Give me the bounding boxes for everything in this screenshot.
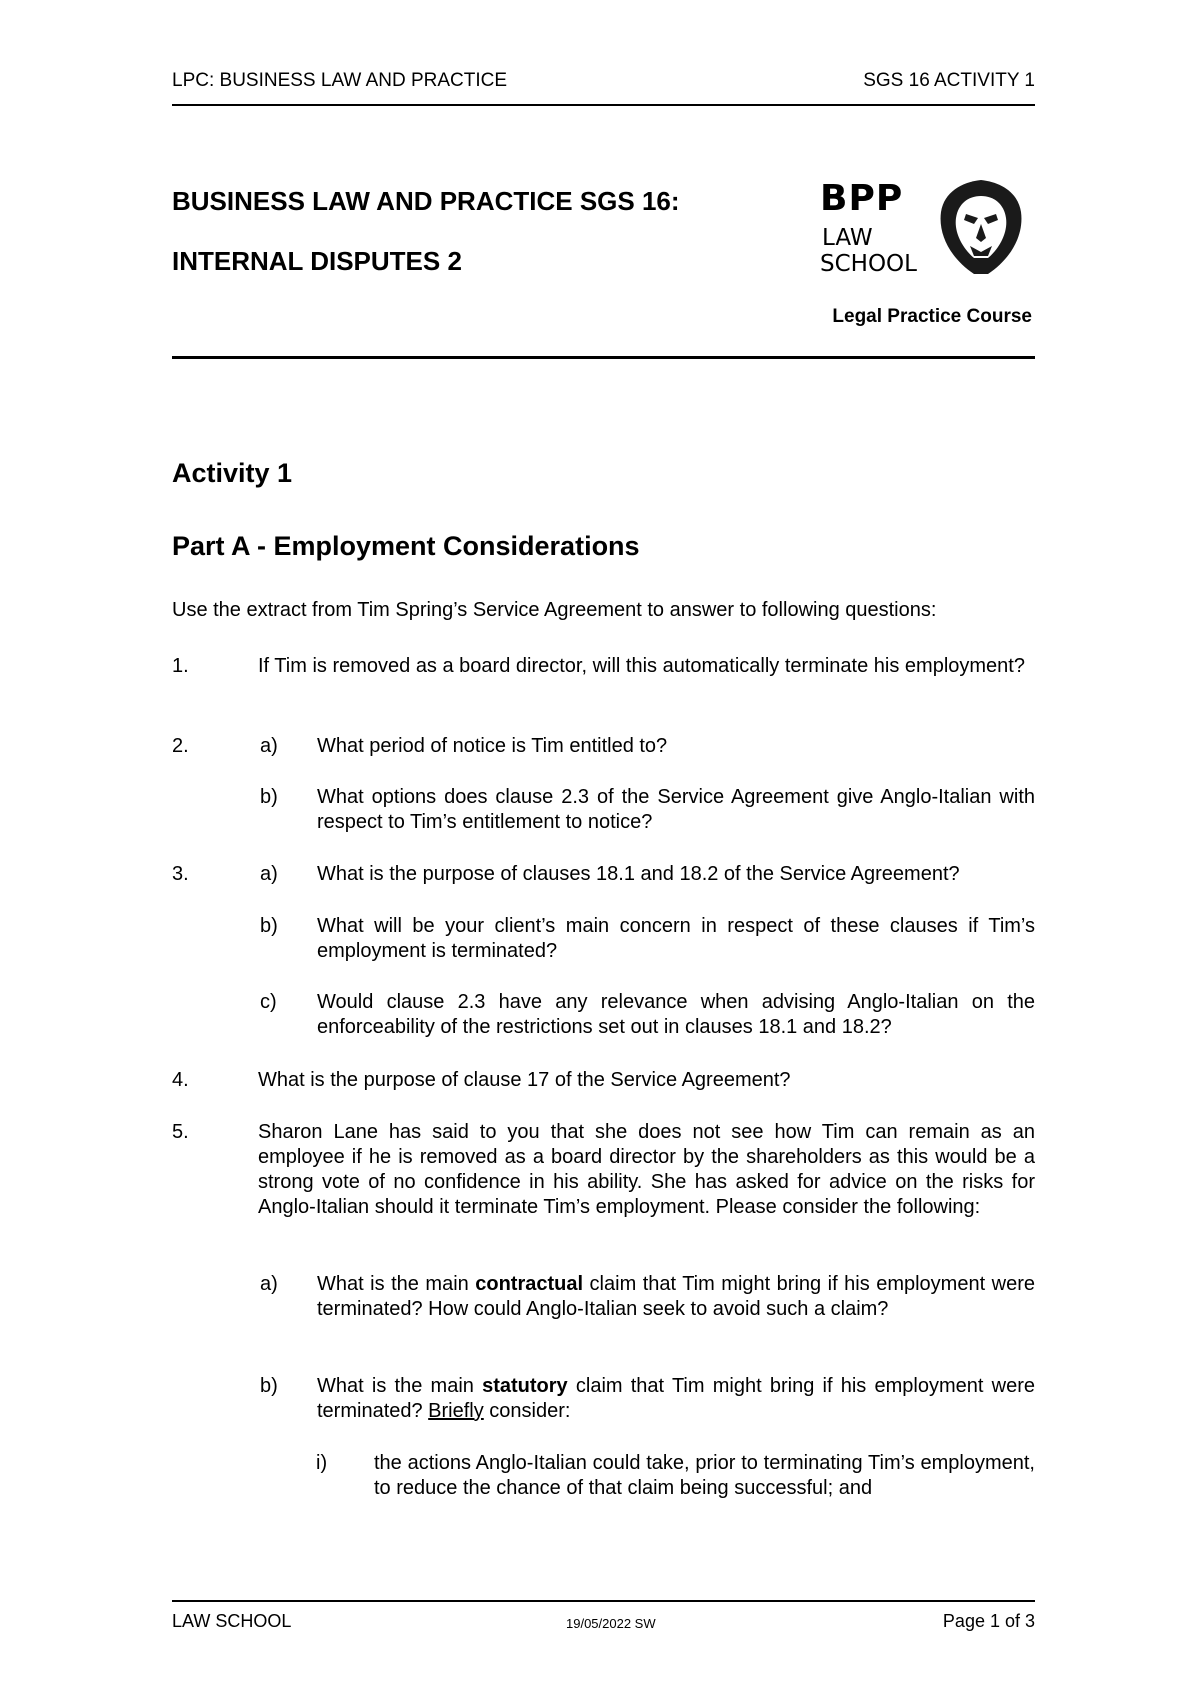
course-label: Legal Practice Course <box>832 306 1032 327</box>
logo-line1: LAW <box>822 225 873 251</box>
lion-head-icon <box>938 178 1024 278</box>
footer-rule <box>172 1600 1035 1602</box>
q5bi-label: i) <box>316 1452 328 1474</box>
bpp-logo <box>820 178 1035 288</box>
q5b-label: b) <box>260 1375 278 1397</box>
q2-number: 2. <box>172 735 189 757</box>
header-right: SGS 16 ACTIVITY 1 <box>863 70 1035 91</box>
q5-text: Sharon Lane has said to you that she does not see how Tim can remain as an employee if he is removed as a board director by the shareholders as this would be a strong vote of no confidence in his ability. She has asked for advice on the risks for Anglo-Italian should it terminate Tim’s employment. Please consider the following: <box>258 1121 1035 1218</box>
q3a-label: a) <box>260 863 278 885</box>
q1-text: If Tim is removed as a board director, will this automatically terminate his employment? <box>258 655 1025 677</box>
document-title-line1: BUSINESS LAW AND PRACTICE SGS 16: <box>172 186 680 216</box>
q1-number: 1. <box>172 655 189 677</box>
footer-left: LAW SCHOOL <box>172 1611 292 1631</box>
header-rule <box>172 104 1035 106</box>
q3c-label: c) <box>260 991 277 1013</box>
q3c-text: Would clause 2.3 have any relevance when advising Anglo-Italian on the enforceability of the restrictions set out in clauses 18.1 and 18.2? <box>317 991 1035 1038</box>
q5-number: 5. <box>172 1121 189 1143</box>
q5b-text: What is the main statutory claim that Tim might bring if his employment were terminated? Briefly consider: <box>317 1375 1035 1422</box>
q3b-label: b) <box>260 915 278 937</box>
q2b-label: b) <box>260 786 278 808</box>
q5b-underline: Briefly <box>428 1400 484 1422</box>
q2a-text: What period of notice is Tim entitled to? <box>317 735 668 757</box>
document-title-line2: INTERNAL DISPUTES 2 <box>172 246 462 276</box>
q3b-text: What will be your client’s main concern in respect of these clauses if Tim’s employment is terminated? <box>317 915 1035 962</box>
footer-page-number: Page 1 of 3 <box>942 1611 1035 1631</box>
q4-text: What is the purpose of clause 17 of the Service Agreement? <box>258 1069 791 1091</box>
q5a-bold: contractual <box>475 1273 584 1295</box>
q3a-text: What is the purpose of clauses 18.1 and 18.2 of the Service Agreement? <box>317 863 960 885</box>
q5bi-text: the actions Anglo-Italian could take, prior to terminating Tim’s employment, to reduce the chance of that claim being successful; and <box>374 1452 1035 1499</box>
title-rule <box>172 356 1035 359</box>
q2a-label: a) <box>260 735 278 757</box>
q5a-label: a) <box>260 1273 278 1295</box>
logo-line2: SCHOOL <box>820 251 917 277</box>
q5a-text: What is the main contractual claim that Tim might bring if his employment were terminated? How could Anglo-Italian seek to avoid such a claim? <box>317 1273 1035 1320</box>
activity-heading: Activity 1 <box>172 458 293 488</box>
header-left: LPC: BUSINESS LAW AND PRACTICE <box>172 70 508 91</box>
footer-center: 19/05/2022 SW <box>566 1616 656 1631</box>
logo-brand: BPP <box>820 178 904 219</box>
part-heading: Part A - Employment Considerations <box>172 531 640 561</box>
q2b-text: What options does clause 2.3 of the Service Agreement give Anglo-Italian with respect to Tim’s entitlement to notice? <box>317 786 1035 833</box>
q5b-bold: statutory <box>482 1375 568 1397</box>
q3-number: 3. <box>172 863 189 885</box>
intro-text: Use the extract from Tim Spring’s Service Agreement to answer to following questions: <box>172 599 937 621</box>
q4-number: 4. <box>172 1069 189 1091</box>
